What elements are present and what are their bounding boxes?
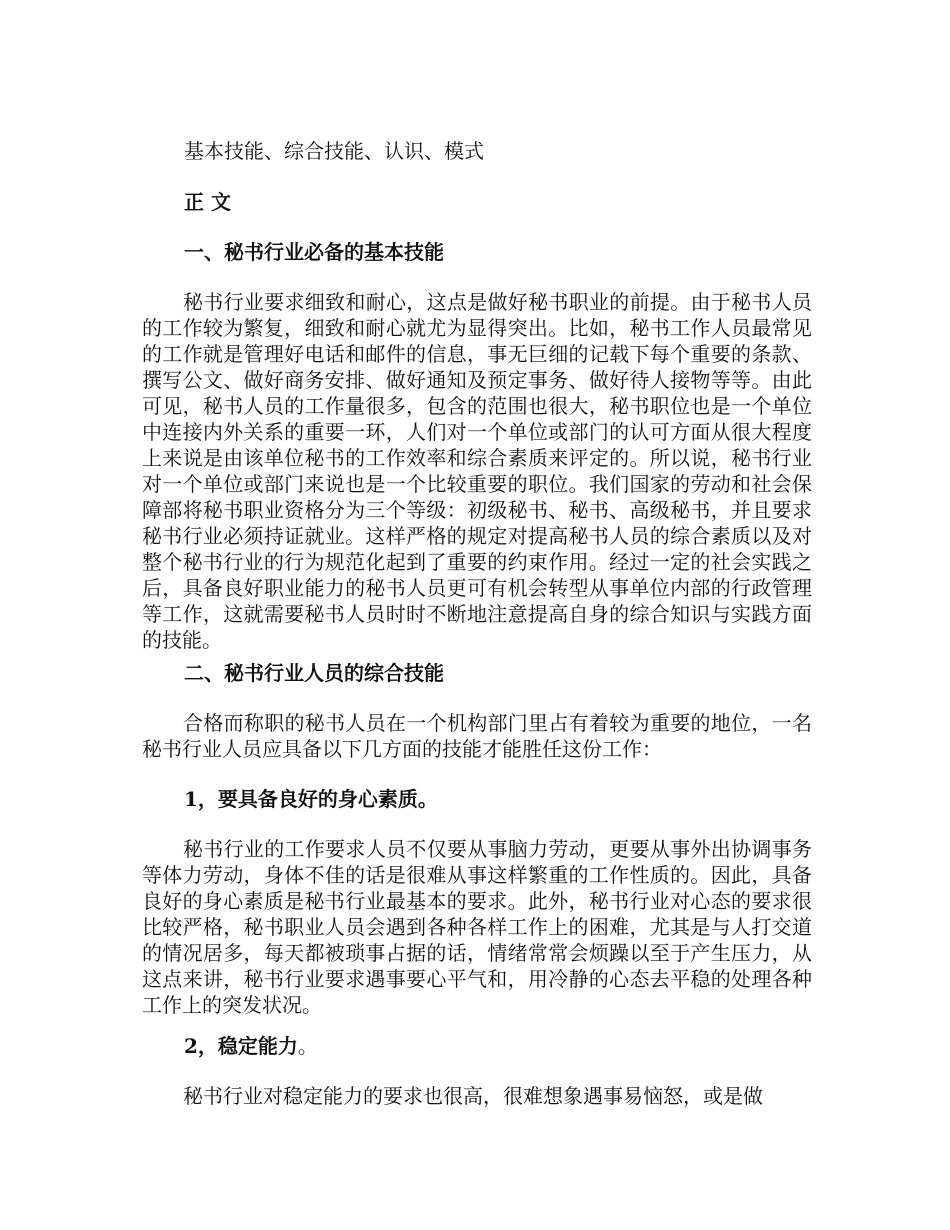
- section-2-paragraph: 合格而称职的秘书人员在一个机构部门里占有着较为重要的地位，一名秘书行业人员应具备以下几方面的技能才能胜任这份工作：: [142, 711, 812, 761]
- section-1-title: 一、秘书行业必备的基本技能: [184, 240, 444, 264]
- item-2-title-tail: 。: [297, 1034, 318, 1058]
- section-1-paragraph: 秘书行业要求细致和耐心，这点是做好秘书职业的前提。由于秘书人员的工作较为繁复，细致和耐心就尤为显得突出。比如，秘书工作人员最常见的工作就是管理好电话和邮件的信息，事无巨细的记载下每个重要的条款、撰写公文、做好商务安排、做好通知及预定事务、做好待人接物等等。由此可见，秘书人员的工作量很多，包含的范围也很大，秘书职位也是一个单位中连接内外关系的重要一环，人们对一个单位或部门的认可方面从很大程度上来说是由该单位秘书的工作效率和综合素质来评定的。所以说，秘书行业对一个单位或部门来说也是一个比较重要的职位。我们国家的劳动和社会保障部将秘书职业资格分为三个等级：初级秘书、秘书、高级秘书，并且要求秘书行业必须持证就业。这样严格的规定对提高秘书人员的综合素质以及对整个秘书行业的行为规范化起到了重要的约束作用。经过一定的社会实践之后，具备良好职业能力的秘书人员更可有机会转型从事单位内部的行政管理等工作，这就需要秘书人员时时不断地注意提高自身的综合知识与实践方面的技能。: [142, 290, 812, 652]
- body-label: 正 文: [184, 190, 231, 214]
- item-1-paragraph: 秘书行业的工作要求人员不仅要从事脑力劳动，更要从事外出协调事务等体力劳动，身体不佳的话是很难从事这样繁重的工作性质的。因此，具备良好的身心素质是秘书行业最基本的要求。此外，秘书行业对心态的要求很比较严格，秘书职业人员会遇到各种各样工作上的困难，尤其是与人打交道的情况居多，每天都被琐事占据的话，情绪常常会烦躁以至于产生压力，从这点来讲，秘书行业要求遇事要心平气和，用冷静的心态去平稳的处理各种工作上的突发状况。: [142, 837, 812, 1017]
- keywords-line: 基本技能、综合技能、认识、模式: [184, 139, 484, 163]
- item-1-title: 1，要具备良好的身心素质。: [184, 787, 438, 811]
- item-2-paragraph: 秘书行业对稳定能力的要求也很高，很难想象遇事易恼怒，或是做: [183, 1084, 763, 1108]
- item-2-title-bold: 2，稳定能力: [184, 1034, 298, 1058]
- section-2-title: 二、秘书行业人员的综合技能: [184, 661, 444, 685]
- item-2-title: [184, 1033, 318, 1059]
